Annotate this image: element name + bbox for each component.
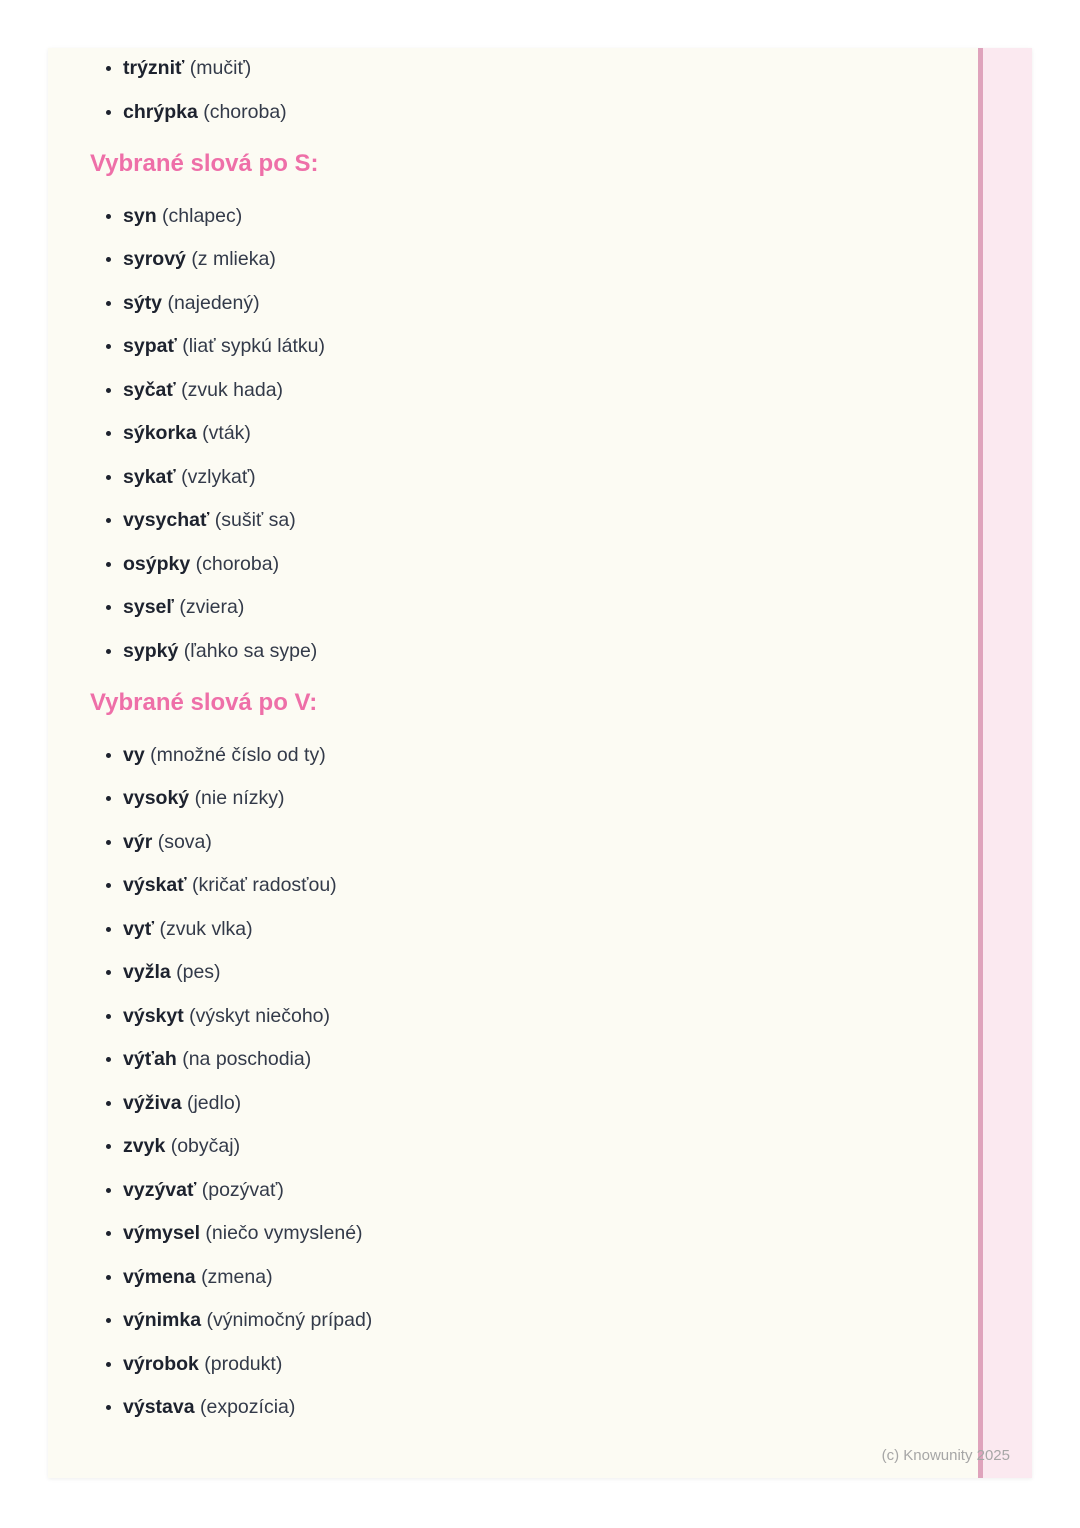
vocab-term: sýkorka xyxy=(123,422,197,444)
vocab-definition: (choroba) xyxy=(203,100,287,123)
vocab-definition: (zviera) xyxy=(179,596,245,618)
vocab-term: výťah xyxy=(123,1048,177,1070)
vocab-item xyxy=(123,1134,912,1158)
vocab-definition: (vták) xyxy=(202,422,251,444)
vocab-term: výživa xyxy=(123,1091,182,1114)
vocab-definition: (z mlieka) xyxy=(191,248,276,270)
vocab-definition: (výnimočný prípad) xyxy=(206,1309,373,1331)
vocab-item xyxy=(123,1004,912,1028)
vocab-item xyxy=(123,917,912,941)
vocab-definition: (zvuk hada) xyxy=(181,378,284,401)
vocab-definition: (kričať radosťou) xyxy=(192,874,337,896)
vocab-item xyxy=(123,465,912,489)
vocab-item xyxy=(123,743,912,767)
vocab-term: syseľ xyxy=(123,596,174,618)
vocab-definition: (najedený) xyxy=(167,291,260,314)
vocab-definition: (množné číslo od ty) xyxy=(150,743,326,766)
vocab-item xyxy=(123,830,912,854)
watermark: (c) Knowunity 2025 xyxy=(881,1447,1010,1464)
vocab-item xyxy=(123,421,912,445)
vocab-term: sýty xyxy=(123,291,163,314)
vocab-item xyxy=(123,873,912,897)
vocab-item xyxy=(123,1395,912,1419)
vocab-item xyxy=(123,1308,912,1332)
vocab-term: výmena xyxy=(123,1265,196,1288)
vocab-term: vysychať xyxy=(123,509,210,531)
vocab-term: syčať xyxy=(123,378,176,401)
vocab-definition: (liať sypkú látku) xyxy=(182,335,325,357)
vocab-term: výskyt xyxy=(123,1004,184,1027)
vocab-definition: (produkt) xyxy=(204,1352,283,1375)
vocab-list xyxy=(48,204,912,663)
vocab-term: vyzývať xyxy=(123,1178,197,1201)
vocab-definition: (nie nízky) xyxy=(194,787,285,809)
vocab-term: výr xyxy=(123,830,153,853)
vocab-definition: (obyčaj) xyxy=(170,1135,241,1157)
vocab-item xyxy=(123,960,912,984)
vocab-term: vyť xyxy=(123,917,155,940)
vocab-item xyxy=(123,334,912,358)
vocab-term: výskať xyxy=(123,874,187,896)
vocab-item xyxy=(123,1091,912,1115)
vocab-item xyxy=(123,100,912,124)
vocab-item xyxy=(123,1047,912,1071)
vocab-item xyxy=(123,786,912,810)
vocab-definition: (sova) xyxy=(157,830,212,853)
vocab-item xyxy=(123,378,912,402)
vocab-definition: (jedlo) xyxy=(186,1091,242,1114)
vocab-term: syn xyxy=(123,204,157,227)
vocab-definition: (niečo vymyslené) xyxy=(205,1222,363,1244)
vocab-term: vyžla xyxy=(123,961,171,983)
vocab-term: výnimka xyxy=(123,1309,202,1331)
vocab-definition: (pes) xyxy=(176,961,221,983)
vocab-list xyxy=(48,743,912,1420)
vocab-term: vysoký xyxy=(123,787,190,809)
vocab-definition: (expozícia) xyxy=(200,1396,296,1418)
vocab-definition: (vzlykať) xyxy=(181,465,256,488)
vocab-term: výmysel xyxy=(123,1222,200,1244)
page-edge-stripe xyxy=(978,48,1032,1478)
vocab-item xyxy=(123,56,912,80)
vocab-definition: (pozývať) xyxy=(201,1178,284,1201)
vocab-term: zvyk xyxy=(123,1135,166,1157)
vocab-item xyxy=(123,639,912,663)
vocab-term: syrový xyxy=(123,248,186,270)
vocab-term: výstava xyxy=(123,1396,195,1418)
vocab-list xyxy=(48,56,912,124)
vocab-definition: (sušiť sa) xyxy=(214,509,296,531)
vocab-definition: (zmena) xyxy=(201,1265,273,1288)
vocab-item xyxy=(123,247,912,271)
vocab-term: sypký xyxy=(123,639,179,662)
document-page xyxy=(48,48,1032,1478)
vocab-term: osýpky xyxy=(123,552,191,575)
vocab-item xyxy=(123,1265,912,1289)
vocab-item xyxy=(123,595,912,619)
vocab-definition: (výskyt niečoho) xyxy=(189,1004,331,1027)
vocab-item xyxy=(123,204,912,228)
vocab-term: trýzniť xyxy=(123,57,185,79)
vocab-term: sypať xyxy=(123,335,177,357)
vocab-term: vy xyxy=(123,743,145,766)
vocab-term: sykať xyxy=(123,465,176,488)
vocab-definition: (mučiť) xyxy=(189,57,252,79)
section-heading: Vybrané slová po V: xyxy=(90,688,318,716)
vocab-item xyxy=(123,291,912,315)
vocab-definition: (chlapec) xyxy=(162,204,243,227)
section-heading: Vybrané slová po S: xyxy=(90,149,319,177)
vocab-definition: (zvuk vlka) xyxy=(159,917,253,940)
vocab-definition: (choroba) xyxy=(195,552,280,575)
vocab-item xyxy=(123,1352,912,1376)
vocab-item xyxy=(123,1178,912,1202)
vocab-term: chrýpka xyxy=(123,100,198,123)
document-content xyxy=(48,48,1032,1419)
vocab-term: výrobok xyxy=(123,1352,199,1375)
vocab-item xyxy=(123,552,912,576)
vocab-item xyxy=(123,508,912,532)
vocab-definition: (ľahko sa sype) xyxy=(183,639,318,662)
vocab-definition: (na poschodia) xyxy=(182,1048,312,1070)
vocab-item xyxy=(123,1221,912,1245)
